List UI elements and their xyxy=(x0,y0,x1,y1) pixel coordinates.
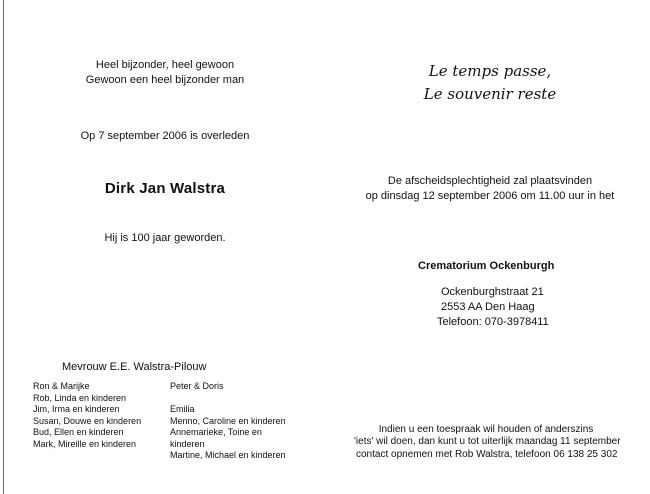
address-street: Ockenburghstraat 21 xyxy=(441,286,544,298)
speech-line-1: Indien u een toespraak wil houden of anderszins xyxy=(378,424,594,435)
family-member: Annemarieke, Toine en xyxy=(170,427,262,437)
quote-line-2: Le souvenir reste xyxy=(423,85,557,103)
venue-name: Crematorium Ockenburgh xyxy=(418,260,555,272)
family-list-left xyxy=(33,381,141,450)
speech-line-2: 'iets' wil doen, dan kunt u tot uiterlijk maandag 11 september xyxy=(354,436,621,447)
family-list-right xyxy=(170,381,286,462)
age-text: Hij is 100 jaar geworden. xyxy=(104,232,226,244)
family-member: Jim, Irma en kinderen xyxy=(33,404,120,414)
quote-line-1: Le temps passe, xyxy=(428,62,552,80)
ceremony-line-1: De afscheidsplechtigheid zal plaatsvinden xyxy=(387,175,593,187)
page-edge-line xyxy=(3,0,4,494)
family-member: Susan, Douwe en kinderen xyxy=(33,415,142,426)
ceremony-line-2: op dinsdag 12 september 2006 om 11.00 uur in het xyxy=(365,190,615,202)
passed-away-text: Op 7 september 2006 is overleden xyxy=(80,130,250,142)
family-member: Emilia xyxy=(170,404,195,414)
family-member: kinderen xyxy=(170,438,205,449)
phone-number: Telefoon: 070-3978411 xyxy=(437,316,549,328)
family-member xyxy=(170,393,286,405)
verse-line-1: Heel bijzonder, heel gewoon xyxy=(95,59,235,71)
deceased-name: Dirk Jan Walstra xyxy=(104,180,226,197)
family-member: Bud, Ellen en kinderen xyxy=(33,427,124,437)
family-member: Peter & Doris xyxy=(170,381,224,391)
verse-line-2: Gewoon een heel bijzonder man xyxy=(85,74,245,86)
speech-line-3: contact opnemen met Rob Walstra, telefoon 06 138 25 302 xyxy=(356,449,618,460)
address-city: 2553 AA Den Haag xyxy=(441,301,535,313)
family-member: Menno, Caroline en kinderen xyxy=(170,415,286,426)
family-member: Martine, Michael en kinderen xyxy=(170,450,286,460)
family-member: Mark, Mireille en kinderen xyxy=(33,438,137,449)
family-member: Rob, Linda en kinderen xyxy=(33,392,127,403)
family-member: Ron & Marijke xyxy=(33,381,90,391)
spouse-name: Mevrouw E.E. Walstra-Pilouw xyxy=(62,361,207,373)
